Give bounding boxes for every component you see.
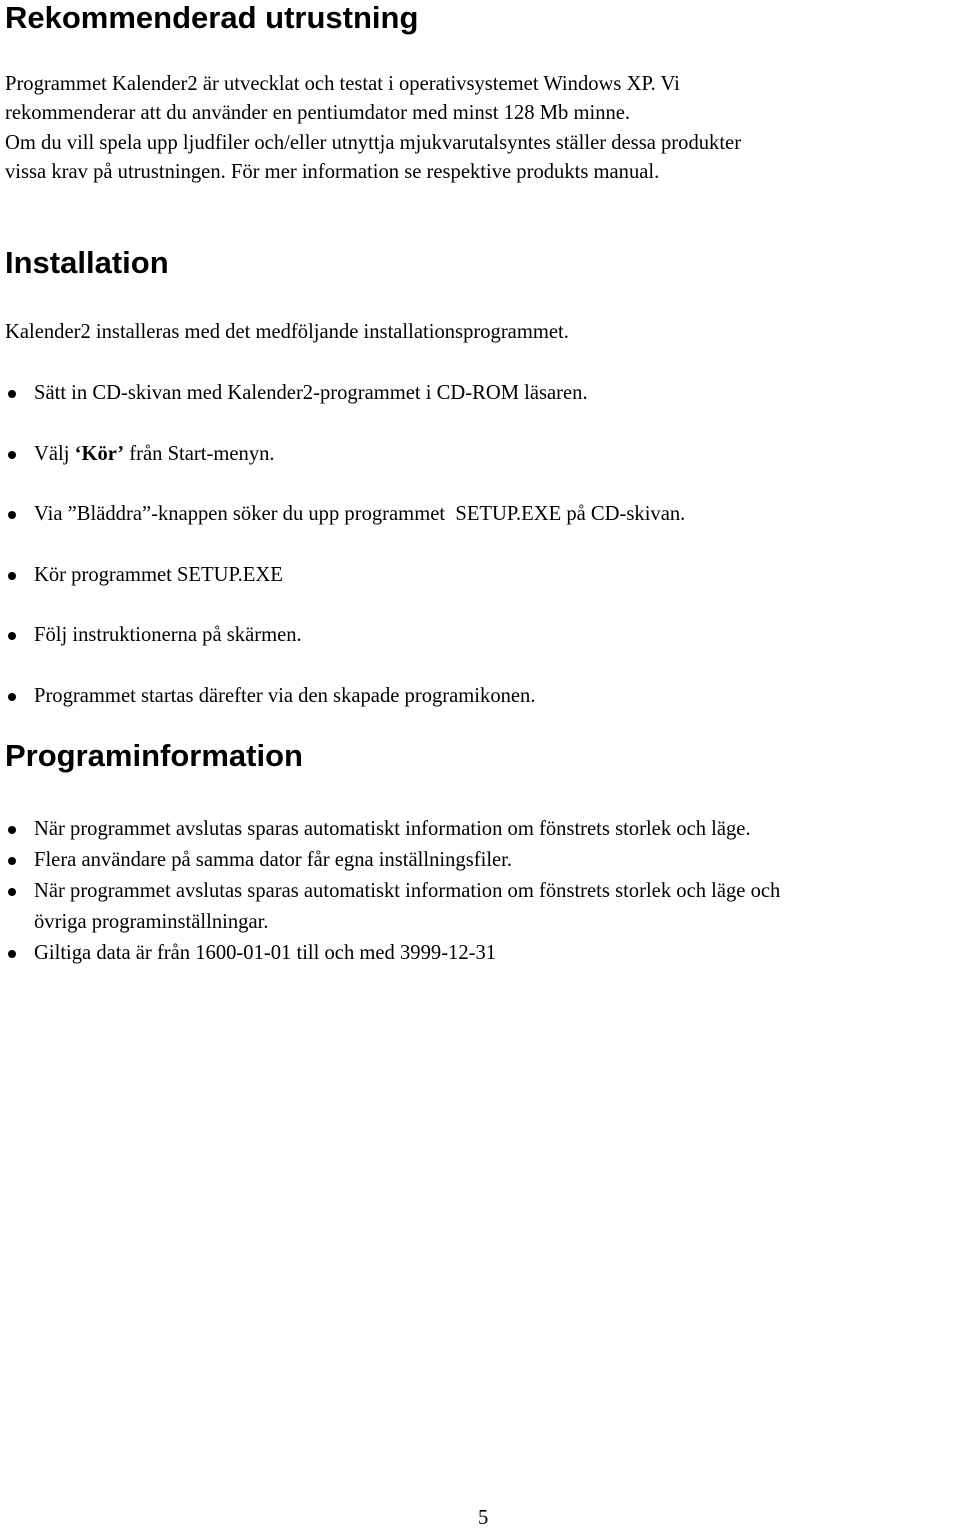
bullet-icon — [8, 390, 16, 398]
bullet-icon — [8, 888, 16, 896]
paragraph-line: vissa krav på utrustningen. För mer information se respektive produkts manual. — [5, 161, 660, 184]
heading-programinformation: Programinformation — [5, 738, 303, 773]
bullet-icon — [8, 950, 16, 958]
bullet-icon — [8, 826, 16, 834]
list-item-text: Via ”Bläddra”-knappen söker du upp programmet SETUP.EXE på CD-skivan. — [34, 503, 686, 525]
paragraph-line: Kalender2 installeras med det medföljande installationsprogrammet. — [5, 321, 569, 343]
list-item-text: Programmet startas därefter via den skapade programikonen. — [34, 684, 536, 707]
paragraph-line: Om du vill spela upp ljudfiler och/eller utnyttja mjukvarutalsyntes ställer dessa produkter — [5, 131, 742, 154]
list-item — [0, 876, 960, 938]
program-info-list — [0, 814, 960, 969]
bullet-icon — [8, 632, 16, 640]
list-item — [0, 378, 960, 439]
list-item — [0, 681, 960, 742]
paragraph-equipment — [5, 70, 955, 188]
list-item — [0, 499, 960, 560]
list-item-text: När programmet avslutas sparas automatiskt information om fönstrets storlek och läge. — [34, 818, 751, 840]
paragraph-line: rekommenderar att du använder en pentiumdator med minst 128 Mb minne. — [5, 102, 631, 125]
heading-rekommenderad-utrustning: Rekommenderad utrustning — [5, 0, 419, 35]
bullet-icon — [8, 857, 16, 865]
bullet-icon — [8, 572, 16, 580]
list-item-text-prefix: Välj — [34, 442, 75, 465]
heading-installation: Installation — [5, 245, 169, 280]
list-item-text: Kör programmet SETUP.EXE — [34, 563, 283, 586]
paragraph-line: Programmet Kalender2 är utvecklat och testat i operativsystemet Windows XP. Vi — [5, 73, 680, 95]
paragraph-installation-intro — [5, 318, 955, 347]
list-item-text: Giltiga data är från 1600-01-01 till och med 3999-12-31 — [34, 942, 497, 964]
list-item — [0, 620, 960, 681]
list-item-text: Följ instruktionerna på skärmen. — [34, 624, 302, 646]
installation-steps-list — [0, 378, 960, 741]
list-item-text: Sätt in CD-skivan med Kalender2-programmet i CD-ROM läsaren. — [34, 382, 588, 404]
list-item-text: Flera användare på samma dator får egna inställningsfiler. — [34, 849, 513, 871]
list-item-text-continued: övriga programinställningar. — [34, 911, 269, 933]
list-item — [0, 938, 960, 969]
list-item-text-suffix: från Start-menyn. — [124, 442, 275, 465]
bullet-icon — [8, 451, 16, 459]
list-item — [0, 560, 960, 621]
list-item-text-bold: ‘Kör’ — [74, 442, 125, 465]
bullet-icon — [8, 693, 16, 701]
list-item — [0, 814, 960, 845]
list-item — [0, 845, 960, 876]
bullet-icon — [8, 511, 16, 519]
list-item-text: När programmet avslutas sparas automatiskt information om fönstrets storlek och läge och — [34, 880, 781, 902]
page-number: 5 — [478, 1507, 489, 1529]
list-item — [0, 439, 960, 500]
